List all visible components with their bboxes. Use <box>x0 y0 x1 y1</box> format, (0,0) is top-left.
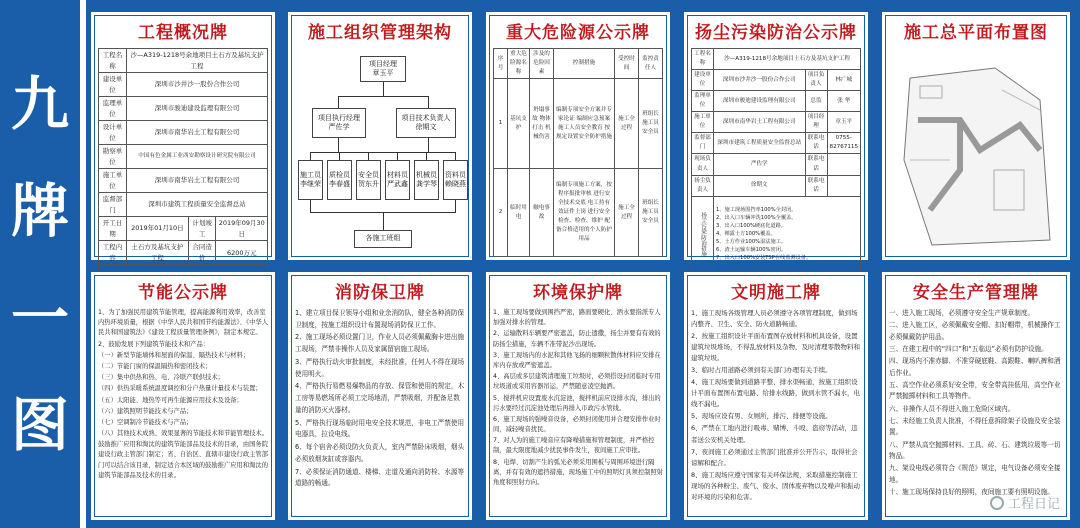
fire-security-board <box>286 270 474 522</box>
org-teams: 各施工班组 <box>354 230 412 248</box>
org-staff: 机械员 龚学琴 <box>414 160 439 200</box>
site-plan-drawing <box>890 50 1062 250</box>
side-char: 一 <box>10 283 69 352</box>
org-staff: 材料员 严武鑫 <box>385 160 410 200</box>
civilized-construction-board <box>682 270 870 522</box>
side-char: 图 <box>10 390 69 459</box>
board-text: 1、施工现场要做到围挡严密，路面要硬化、洒水要指派专人加强对排水的管理。 2、运输散料车辆要严密遮盖，防止遗撒，扬尘并要有有效的防扬尘措施，车辆不准带泥沙出现场。 3、施工现场内的水泥和其他飞扬的细颗粒散体材料应安排在库内存放或严密遮盖。 4、高层或多层建筑清理施工垃圾时，必须搭设封闭临时专用垃圾道或采用容器吊运，严禁随意凌空抛洒。 5、搅拌机应设置废水沉淀池，搅拌机前应设排水沟，排出的污水要经过沉淀池处理后再排入市政污水管线。 6、施工现场的强噪音设备，必须封闭使用并合理安排作业时间，减轻噪音扰民。 7、对人为的施工噪音应有降噪措施和管理制度，并严格控制，最大限度地减少扰民事件发生，夜间施工应审批。 8、电焊、切割产生的弧光必须采用围板与周围环境进行隔离，并有有效的遮挡措施，现场施工中的照明灯具须控制照射角度和照射方向。 <box>493 309 664 486</box>
energy-saving-board <box>89 270 277 522</box>
org-staff: 施工员 李继荣 <box>298 160 323 200</box>
org-exec-manager: 项目执行经理 严佐学 <box>312 108 366 138</box>
board-text: 一、进入施工现场，必须遵守安全生产规章制度。 二、进入施工区，必须佩戴安全帽、扣好帽带，机械操作工必须佩戴防护用品。 三、在建工程中的“四口”和“五临边”必须有防护设施。 四、现场内不准赤脚、不准穿硬底鞋、高跟鞋、喇叭裤和酒后作业。 五、高空作业必须系好安全带，安全带高挂低用，高空作业严禁抛掷材料和工具等物件。 六、非操作人员不得进入施工危险区域内。 七、未经施工负责人批准，不得任意拆除架子设施及安全装置。 八、严禁从高空抛掷材料、工具、砖、石、建筑垃圾等一切物品。 九、架设电线必须符合《规范》规定，电气设备必须安全接地。 十、施工现场保持良好的照明，夜间施工要有照明设施。 <box>889 309 1061 496</box>
organization-chart-board <box>286 10 474 262</box>
board-text: 1、为了加强民用建筑节能管理，提高能源利用效率，改善室内热环境质量，根据《中华人民共和国节约能源法》、《中华人民共和国建筑法》《建设工程质量管理条例》，制定本规定。 2、鼓励发展下列建筑节能技术和产品： （一）新型节能墙体和屋面的保温、隔热技术与材料； （二）节能门窗的保温隔热和密闭技术； （三）集中供热和热、电、冷联产联供技术； （四）供热采暖系统温度调控和分户热量计量技术与装置； （五）太阳能、地热等可再生能源应用技术及设备； （六）建筑照明节能技术与产品； （七）空调制冷节能技术与产品； （八）其他技术成熟、效果显著的节能技术和节能管理技术。 鼓励推广应用和淘汰的建筑节能部品及技术的目录，由国务院建设行政主管部门制定；省、自治区、直辖市建设行政主管部门可以结合该目录，制定适合本区域的鼓励推广应用和淘汰的建筑节能部品及技术的目录。 <box>98 309 269 479</box>
divider <box>80 0 86 528</box>
hazard-table: 序号 重大危险源名称 涉及的危险因素 控制措施 受控时间 监控责任人 1 基坑支护 坍塌事故 物体打击 机械伤害 编制专项安全方案并专家论证 编制应急预案 施工人员安全教育 按规定设置安全防护措施 施工全过程 班组长 施工员 安全员 2 临时用电 触电事故 编制专项施工方案，按程序报批审核 进行安全技术交底 电工持有效证件上岗 进行安全检查、检查、维护 配备合格适用的个人防护用品 施工全过程 班组长 施工员 安全员 <box>493 48 663 257</box>
side-char: 九 <box>10 69 69 138</box>
org-chart <box>288 12 472 260</box>
org-staff: 安全员 贺东升 <box>356 160 381 200</box>
board-title: 文明施工牌 <box>731 283 821 303</box>
dust-table: 工程名称 沙—A319-1218号余地项目土石方及基坑支护工程 建设单位 深圳市沙井沙一股份合作公司 项目负责人 林广城 监理单位 深圳市骏迪建设监理有限公司 总监 张 华 施工单位 深圳市南华岩土工程有限公司 项目经理 章玉平 监督部门 深圳市建筑工程质量安全监督总站 联系电话 0755-82767115 现场负责人 严佐学 联系电话 扬尘负责人 徐期文 联系电话 扬尘污染防治措施 1、施工现场围挡率100%全封闭。 2、出入口车辆冲洗100%全覆盖。 3、出入口100%硬底化道路。 4、裸露土方100%覆盖。 5、土方作业100%湿法施工。 6、渣土运输车辆100%密闭。 7、出入口100%安装TSP在线监测设备。 <box>691 48 861 273</box>
wechat-icon <box>990 496 1004 510</box>
project-overview-board <box>89 10 277 262</box>
major-hazard-board <box>484 10 672 262</box>
environment-board <box>484 270 672 522</box>
board-title: 消防保卫牌 <box>335 283 425 303</box>
watermark: 工程日记 <box>990 493 1060 512</box>
board-text: 1、建立项目保卫领导小组和业余消防队，健全各种消防保卫制度，按施工组织设计布置现场消防保卫工作。 2、施工现场必须设置门卫，作业人员必须佩戴胸卡进出施工现场，严禁非操作人员及家属留宿施工现场。 3、严格执行动火审批制度，未经批准，任何人不得在现场使用明火。 4、严格执行易燃易爆物品的存放、保管和使用的规定，木工房等易燃场所必须工完场地清，严禁吸烟，并配备足数量的消防灭火器材。 5、严格执行现场临时用电安全技术规范，非电工严禁使用电器具，拉设电线。 6、每个宿舍必须设防火负责人，室内严禁卧床吸烟，烟头必须放烟灰缸或容器内。 7、必须保证消防通道、楼梯、走道及通向消防栓、水源等道路的畅通。 <box>295 309 465 488</box>
side-banner <box>0 0 80 528</box>
site-plan-board <box>880 10 1072 262</box>
board-title: 环境保护牌 <box>533 283 623 303</box>
board-title: 节能公示牌 <box>138 283 228 303</box>
org-tech-lead: 项目技术负责人 徐期文 <box>396 108 456 138</box>
board-title: 扬尘污染防治公示牌 <box>695 23 857 43</box>
board-text: 1、施工现场各级管理人员必须遵守各项管理制度，做到场内整齐、卫生、安全、防火道路畅通。 2、按施工组织设计平面布置图存放材料和机具设备，设置建筑垃圾堆场，不得乱放材料及杂物，及时清理零散物料和建筑垃圾。 3、临时占用道路必须到有关部门办理有关手续。 4、施工现场要做到道路平整、排水渠畅通，按施工组织设计平面布置图布置电路、给排水线路，做到水管不漏水，电线不漏电。 5、现场应设有男、女厕所，排污、排便等设施。 6、严禁在工地内进行吸毒、赌博、斗殴、盗窃等活动，违者送公安机关处理。 7、夜间施工必须通过主管部门批准并公开告示，取得社会谅解和配合。 8、施工现场应遵守国家有关环保法规，采取措施控制施工现场的各种粉尘、废气、废水、固体废弃物以及噪声和振动对环境的污染和危害。 <box>691 309 860 501</box>
board-title: 施工组织管理架构 <box>308 23 452 43</box>
side-char: 牌 <box>10 176 69 245</box>
board-title: 安全生产管理牌 <box>913 283 1039 303</box>
safety-management-board <box>880 270 1072 522</box>
board-title: 重大危险源公示牌 <box>506 23 650 43</box>
dust-control-board <box>682 10 870 262</box>
org-pm: 项目经理 章玉平 <box>360 56 406 82</box>
org-staff: 资料员 赖晓燕 <box>443 160 468 200</box>
org-staff: 质检员 李春盛 <box>327 160 352 200</box>
overview-table: 工程名称 沙—A319-1218号余地项目土石方及基坑支护工程 建设单位 深圳市沙井沙一股份合作公司 监理单位 深圳市骏迪建设监理有限公司 设计单位 深圳市南华岩土工程有限公司 勘察单位 中国有色金属工业西安勘察设计研究院有限公司 施工单位 深圳市南华岩土工程有限公司 监督部门 深圳市建筑工程质量安全监督总站 开工日期 2019年01月10日 计划竣工 2019年09月30日 工程内容 土石方及基坑支护工程 合同造价 6200万元 <box>98 48 268 283</box>
board-title: 工程概况牌 <box>138 23 228 43</box>
board-title: 施工总平面布置图 <box>904 23 1048 43</box>
